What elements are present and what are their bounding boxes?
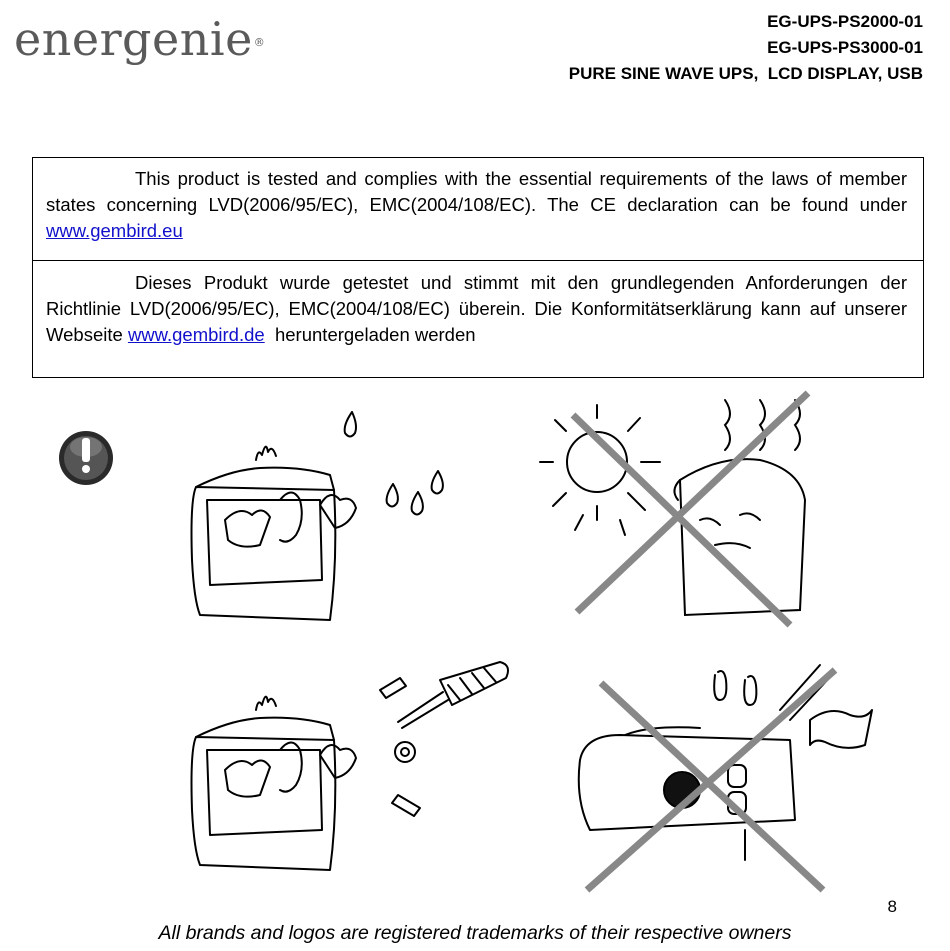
gembird-eu-link[interactable]: www.gembird.eu [46, 220, 183, 241]
model-number-1: EG-UPS-PS2000-01 [767, 12, 923, 31]
ups-objects-inserted-crossed-icon [579, 665, 872, 860]
cross-mark-icon [587, 670, 835, 890]
cross-mark-icon [573, 393, 808, 625]
logo-text: energenie [14, 12, 253, 66]
notice-english-text: This product is tested and complies with the essential requirements of the laws of member states concerning LVD(2006/95/EC), EMC(2004/108/EC). The CE declaration can be found under [46, 168, 907, 215]
notice-german-text-after: heruntergeladen werden [264, 324, 476, 345]
product-title: PURE SINE WAVE UPS, LCD DISPLAY, USB [568, 64, 923, 83]
notice-german-text: Dieses Produkt wurde getestet und stimmt mit den grundlegenden Anforderungen der Richtlinie LVD(2006/95/EC), EMC(2004/108/EC) überein. Die Konformitätserklärung kann auf unserer Webseite [46, 272, 907, 345]
page-number: 8 [887, 897, 897, 916]
exclamation-icon [59, 431, 113, 485]
trademark-footer: All brands and logos are registered trademarks of their respective owners [158, 922, 792, 944]
gembird-de-link[interactable]: www.gembird.de [127, 324, 265, 345]
ups-screwdriver-screws-icon [192, 662, 509, 870]
model-number-2: EG-UPS-PS3000-01 [767, 38, 923, 57]
registered-mark: ® [253, 36, 266, 49]
ups-water-drops-icon [192, 412, 443, 620]
